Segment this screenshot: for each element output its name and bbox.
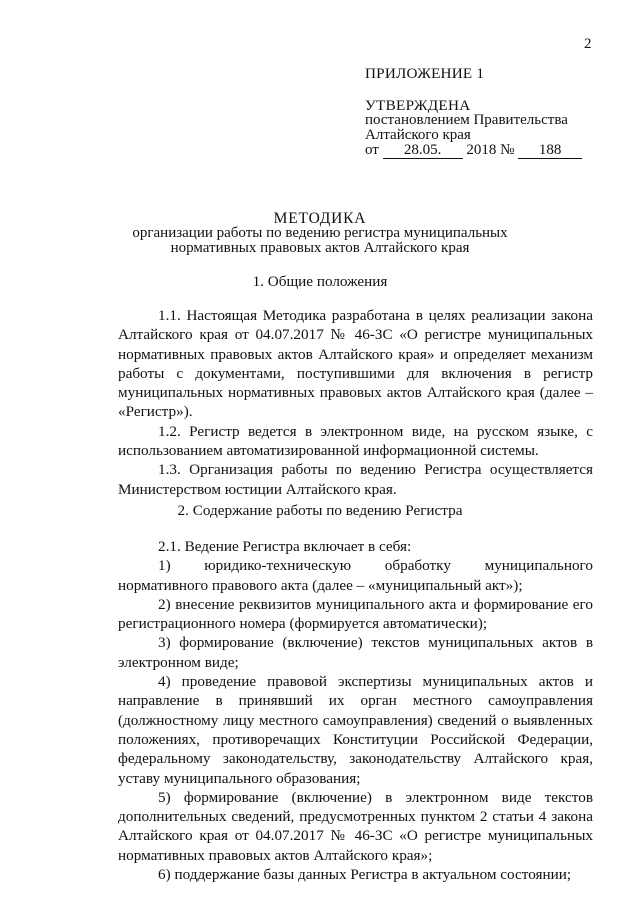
paragraph-2-1: 2.1. Ведение Регистра включает в себя: bbox=[158, 538, 412, 555]
date-prefix: от bbox=[365, 142, 379, 158]
section-2-heading: 2. Содержание работы по ведению Регистра bbox=[177, 502, 463, 519]
section-2-body bbox=[118, 537, 593, 884]
approval-line-2: Алтайского края bbox=[365, 127, 471, 143]
approval-block bbox=[365, 66, 605, 159]
document-subtitle-line-2: нормативных правовых актов Алтайского края bbox=[170, 240, 470, 256]
list-item-2: 2) внесение реквизитов муниципального акта и формирование его регистрационного номера (формируется автоматически); bbox=[118, 595, 593, 633]
document-title: МЕТОДИКА bbox=[273, 210, 367, 227]
paragraph-1-3: 1.3. Организация работы по ведению Регистра осуществляется Министерством юстиции Алтайского края. bbox=[118, 461, 593, 498]
list-item-3: 3) формирование (включение) текстов муниципальных актов в электронном виде; bbox=[118, 634, 593, 671]
section-1-heading: 1. Общие положения bbox=[252, 273, 388, 290]
appendix-label: ПРИЛОЖЕНИЕ 1 bbox=[365, 65, 485, 82]
page-number: 2 bbox=[584, 36, 592, 52]
paragraph-1-1: 1.1. Настоящая Методика разработана в целях реализации закона Алтайского края от 04.07.2017 № 46-ЗС «О регистре муниципальных нормативных правовых актов Алтайского края» и определяет механизм работы с документами, поступившими для включения в регистр муниципальных нормативных правовых актов Алтайского края (далее – «Регистр»). bbox=[118, 307, 593, 421]
approval-year: 2018 № bbox=[466, 142, 515, 158]
approval-date: 28.05. bbox=[383, 143, 463, 159]
approval-date-line bbox=[365, 143, 605, 159]
document-subtitle-line-1: организации работы по ведению регистра муниципальных bbox=[132, 225, 508, 241]
approval-number: 188 bbox=[518, 143, 582, 159]
section-1-body bbox=[118, 306, 593, 499]
list-item-6: 6) поддержание базы данных Регистра в актуальном состоянии; bbox=[158, 866, 572, 884]
approved-label: УТВЕРЖДЕНА bbox=[365, 97, 471, 114]
list-item-4: 4) проведение правовой экспертизы муниципальных актов и направление в принявший их орган местного самоуправления (должностному лицу местного самоуправления) сведений о выявленных положениях, противоречащих Конституции Российской Федерации, федеральному законодательству, законодательству Алтайского края, уставу муниципального образования; bbox=[118, 673, 593, 787]
list-item-5: 5) формирование (включение) в электронном виде текстов дополнительных сведений, предусмотренных пунктом 2 статьи 4 закона Алтайского края от 04.07.2017 № 46-ЗС «О регистре муниципальных нормативных правовых актов Алтайского края»; bbox=[118, 788, 593, 864]
document-title-block bbox=[110, 211, 530, 256]
paragraph-1-2: 1.2. Регистр ведется в электронном виде, на русском языке, с использованием автоматизированной информационной системы. bbox=[118, 422, 593, 460]
list-item-1: 1) юридико-техническую обработку муниципального нормативного правового акта (далее – «муниципальный акт»); bbox=[118, 557, 593, 594]
approval-line-1: постановлением Правительства bbox=[365, 112, 568, 128]
